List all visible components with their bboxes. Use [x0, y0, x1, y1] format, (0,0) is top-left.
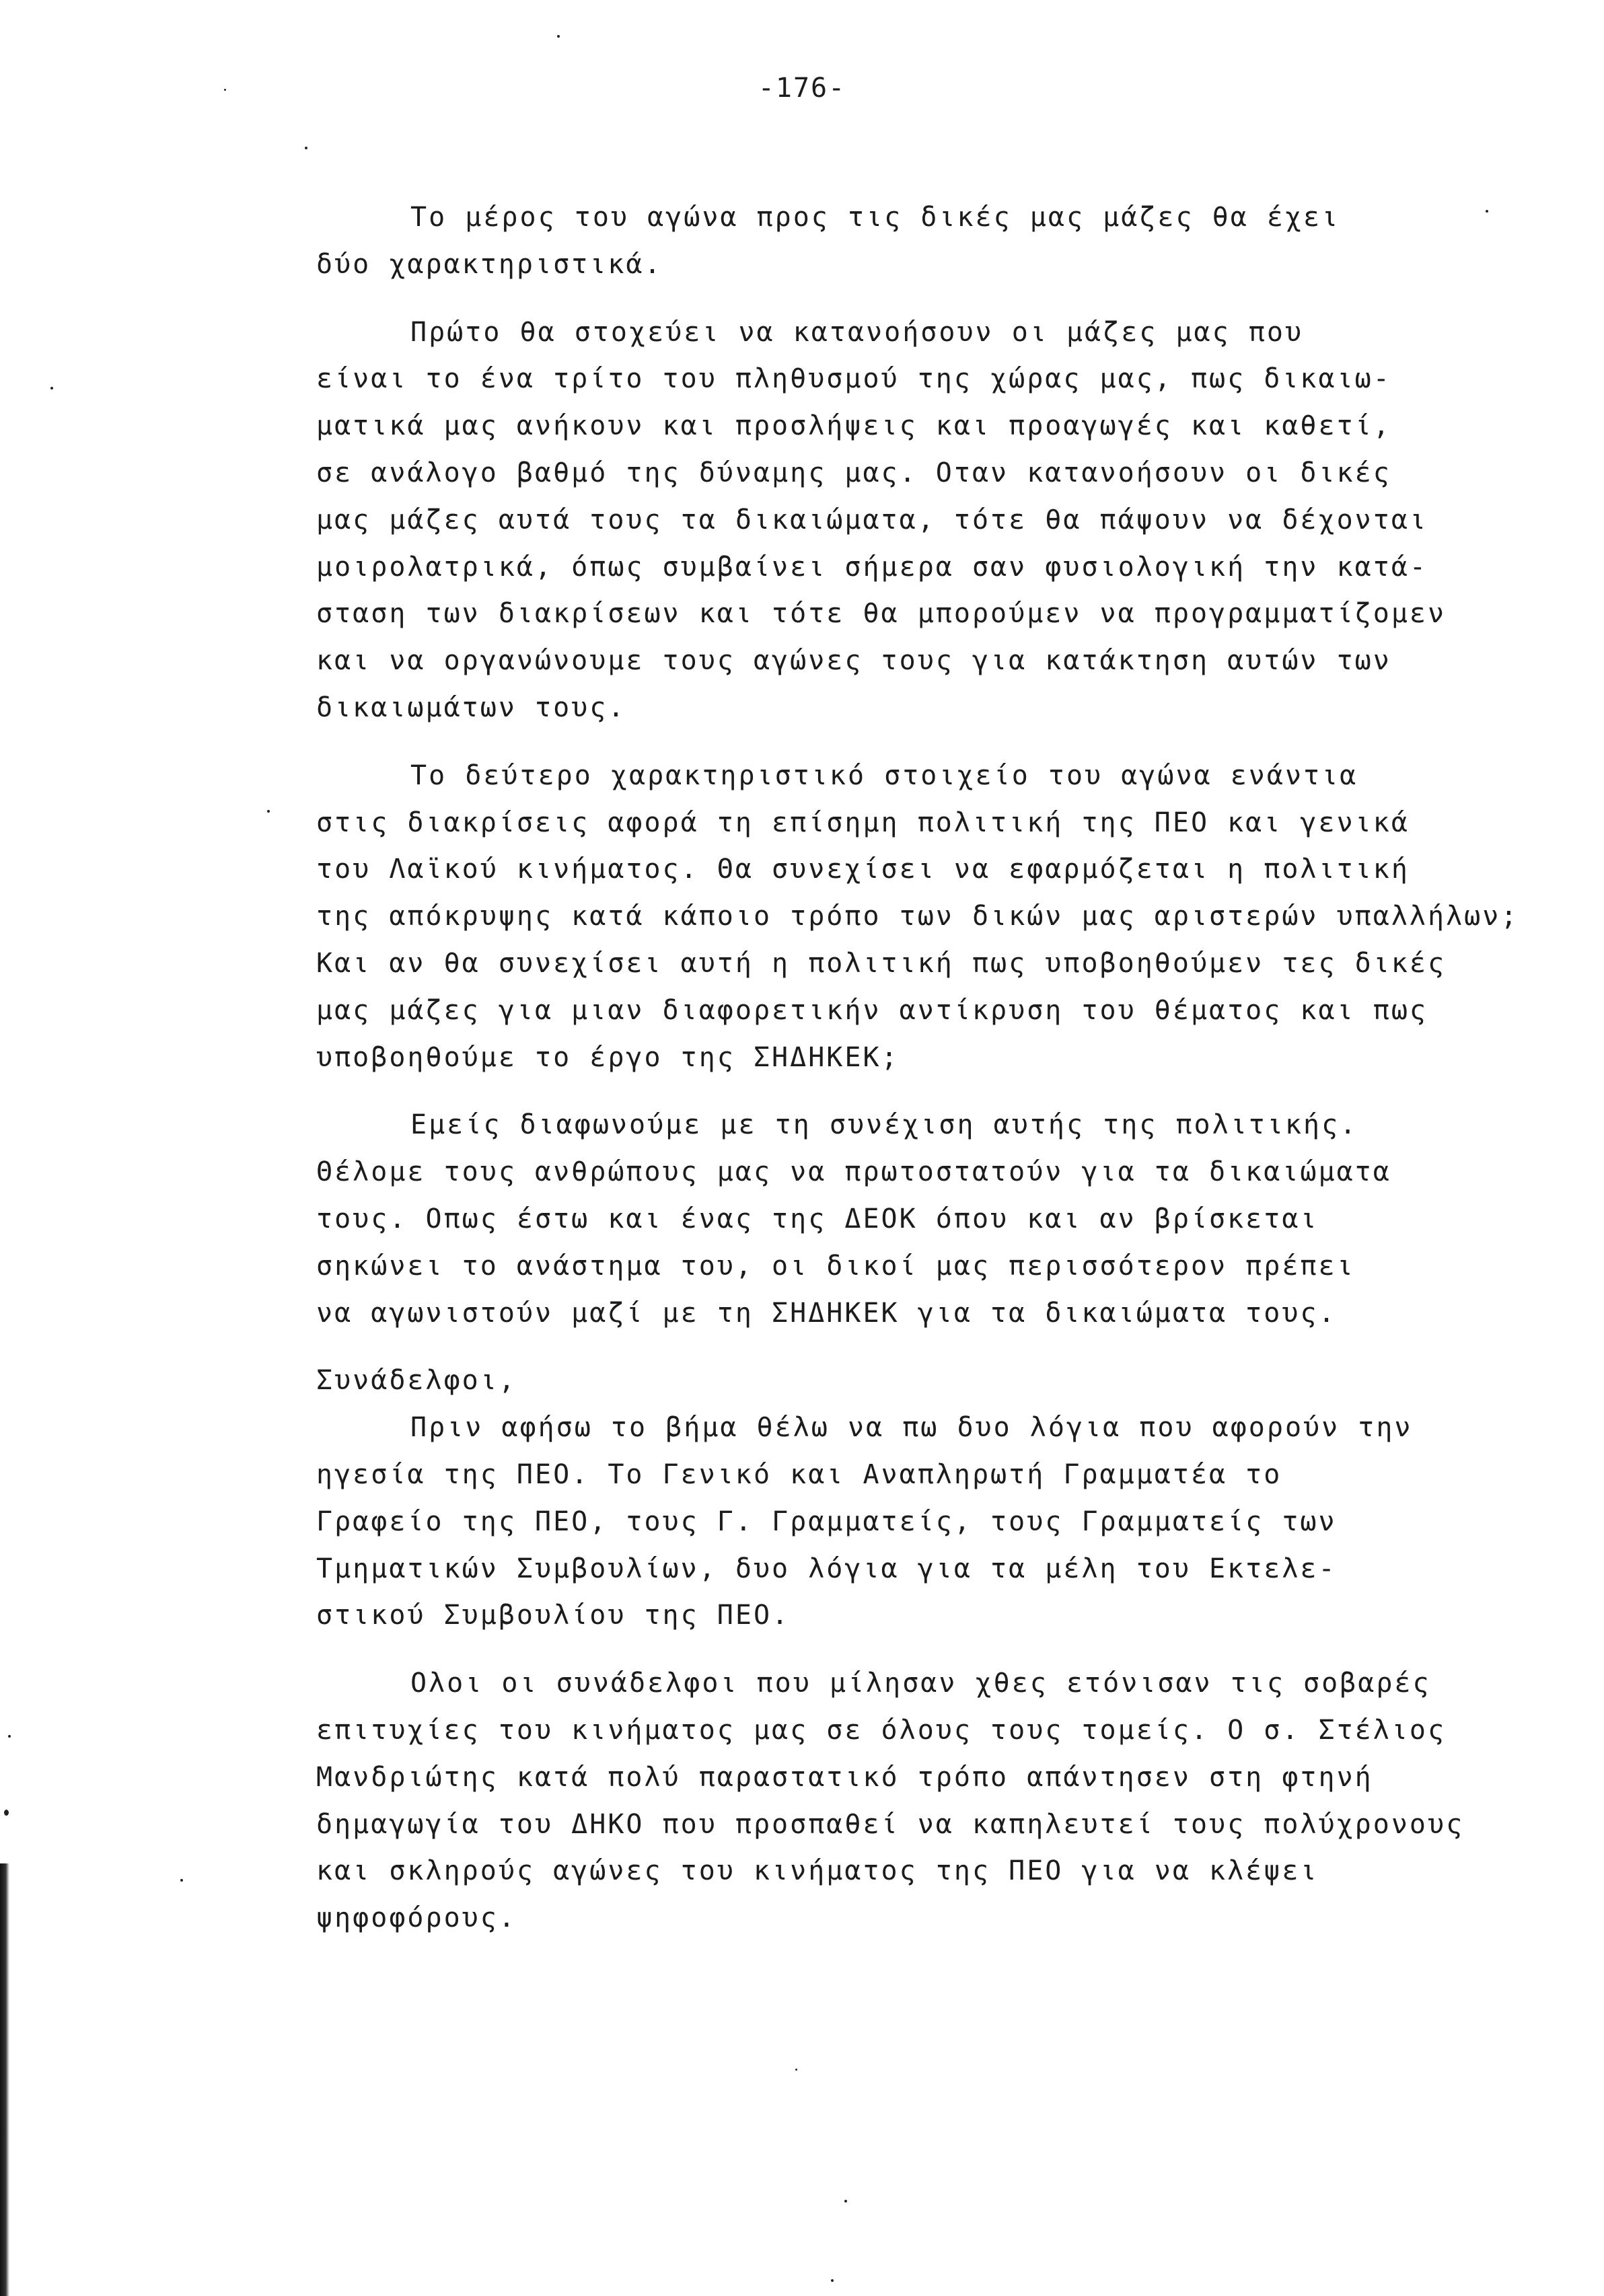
text-line: δικαιωμάτων τους.: [316, 692, 626, 723]
text-line: υποβοηθούμε το έργο της ΣΗΔΗΚΕΚ;: [316, 1041, 900, 1073]
text-line: να αγωνιστούν μαζί με τη ΣΗΔΗΚΕΚ για τα δικαιώματα τους.: [316, 1297, 1337, 1329]
scan-speck: [224, 89, 226, 91]
text-line: σηκώνει το ανάστημα του, οι δικοί μας περισσότερον πρέπει: [316, 1250, 1355, 1282]
scan-speck: [557, 35, 560, 38]
text-line: μοιρολατρικά, όπως συμβαίνει σήμερα σαν φυσιολογική την κατά-: [316, 551, 1428, 583]
paragraph-gap: [316, 289, 1568, 309]
text-line: Το δεύτερο χαρακτηριστικό στοιχείο του αγώνα ενάντια: [410, 760, 1358, 791]
body-text: [316, 194, 1568, 1942]
text-line: στικού Συμβουλίου της ΠΕΟ.: [316, 1600, 791, 1631]
text-line: Πρώτο θα στοχεύει να κατανοήσουν οι μάζες μας που: [410, 316, 1304, 348]
text-line: σε ανάλογο βαθμό της δύναμης μας. Οταν κατανοήσουν οι δικές: [316, 457, 1391, 488]
paragraph: [316, 753, 1568, 1082]
paragraph: [316, 309, 1568, 732]
scan-speck: [4, 1810, 9, 1816]
text-line: και να οργανώνουμε τους αγώνες τους για κατάκτηση αυτών των: [316, 645, 1391, 677]
text-line: Πριν αφήσω το βήμα θέλω να πω δυο λόγια που αφορούν την: [410, 1412, 1413, 1444]
text-line: Τμηματικών Συμβουλίων, δυο λόγια για τα μέλη του Εκτελε-: [316, 1553, 1337, 1584]
text-line: Μανδριώτης κατά πολύ παραστατικό τρόπο απάντησεν στη φτηνή: [316, 1761, 1373, 1793]
text-line: στις διακρίσεις αφορά τη επίσημη πολιτική της ΠΕΟ και γενικά: [316, 807, 1410, 838]
text-line: ματικά μας ανήκουν και προσλήψεις και προαγωγές και καθετί,: [316, 410, 1391, 442]
paragraph-gap: [316, 732, 1568, 753]
text-line: και σκληρούς αγώνες του κινήματος της ΠΕΟ για να κλέψει: [316, 1855, 1319, 1887]
scan-speck: [305, 147, 307, 149]
text-line: δημαγωγία του ΔΗΚΟ που προσπαθεί να καπηλευτεί τους πολύχρονους: [316, 1808, 1465, 1840]
paragraph: [316, 1102, 1568, 1337]
text-line: ψηφοφόρους.: [316, 1902, 517, 1934]
text-line: της απόκρυψης κατά κάποιο τρόπο των δικών μας αριστερών υπαλλήλων;: [316, 901, 1519, 932]
text-line: Ολοι οι συνάδελφοι που μίλησαν χθες ετόνισαν τις σοβαρές: [410, 1668, 1431, 1699]
paragraph: [316, 1660, 1568, 1942]
text-line: Θέλομε τους ανθρώπους μας να πρωτοστατούν για τα δικαιώματα: [316, 1156, 1391, 1188]
scan-speck: [831, 2279, 834, 2282]
text-line: Εμείς διαφωνούμε με τη συνέχιση αυτής της πολιτικής.: [410, 1109, 1358, 1141]
scan-speck: [267, 810, 270, 813]
page-number: -176-: [758, 73, 846, 104]
scan-edge-mark: [0, 1863, 9, 2296]
scan-speck: [1486, 210, 1488, 213]
paragraph: [316, 194, 1568, 289]
text-line: Συνάδελφοι,: [316, 1365, 517, 1397]
scan-speck: [844, 2200, 847, 2202]
text-line: επιτυχίες του κινήματος μας σε όλους τους τομείς. Ο σ. Στέλιος: [316, 1714, 1447, 1746]
text-line: Και αν θα συνεχίσει αυτή η πολιτική πως υποβοηθούμεν τες δικές: [316, 947, 1447, 979]
paragraph-gap: [316, 1337, 1568, 1358]
scan-speck: [50, 387, 53, 390]
text-line: μας μάζες για μιαν διαφορετικήν αντίκρυση του θέματος και πως: [316, 994, 1428, 1026]
paragraph-gap: [316, 1639, 1568, 1660]
text-line: τους. Οπως έστω και ένας της ΔΕΟΚ όπου και αν βρίσκεται: [316, 1203, 1319, 1234]
text-line: ηγεσία της ΠΕΟ. Το Γενικό και Αναπληρωτή Γραμματέα το: [316, 1458, 1282, 1490]
text-line: Το μέρος του αγώνα προς τις δικές μας μάζες θα έχει: [410, 202, 1340, 233]
text-line: Γραφείο της ΠΕΟ, τους Γ. Γραμματείς, τους Γραμματείς των: [316, 1506, 1337, 1537]
scan-speck: [8, 1735, 11, 1738]
paragraph: [316, 1358, 1568, 1639]
text-line: είναι το ένα τρίτο του πληθυσμού της χώρας μας, πως δικαιω-: [316, 363, 1391, 395]
text-line: μας μάζες αυτά τους τα δικαιώματα, τότε θα πάψουν να δέχονται: [316, 504, 1428, 535]
text-line: του Λαϊκού κινήματος. Θα συνεχίσει να εφαρμόζεται η πολιτική: [316, 854, 1410, 885]
scan-speck: [795, 2069, 797, 2071]
paragraph-gap: [316, 1081, 1568, 1102]
text-line: σταση των διακρίσεων και τότε θα μπορούμεν να προγραμματίζομεν: [316, 598, 1447, 630]
scan-speck: [180, 1879, 183, 1882]
text-line: δύο χαρακτηριστικά.: [316, 248, 663, 280]
